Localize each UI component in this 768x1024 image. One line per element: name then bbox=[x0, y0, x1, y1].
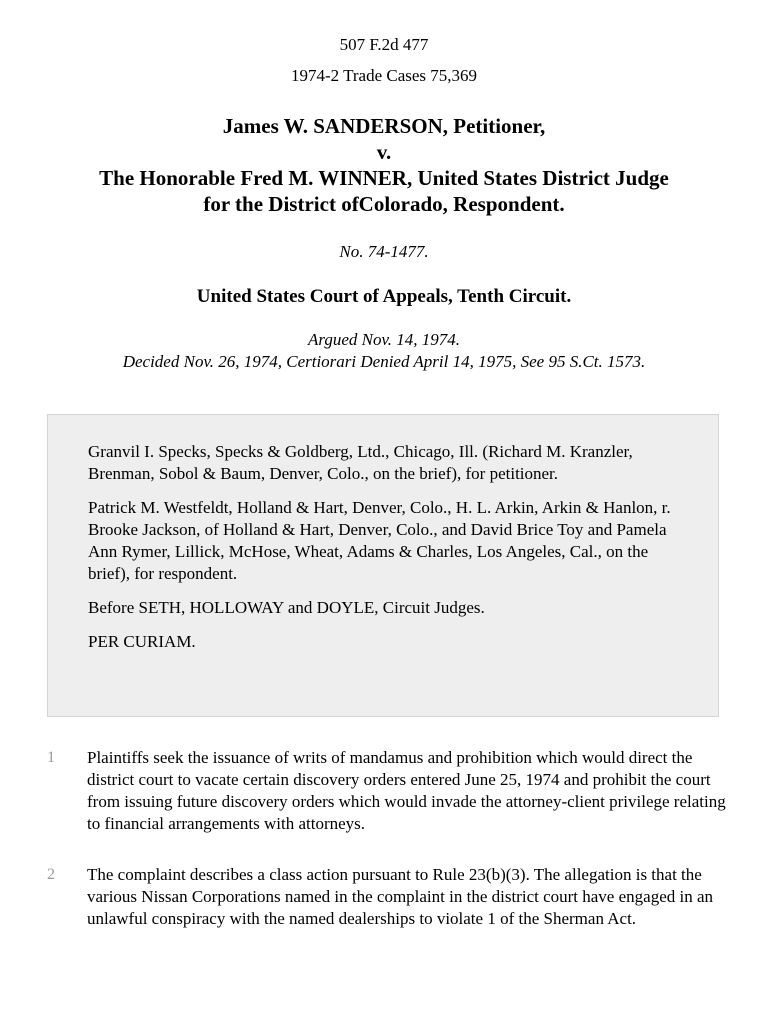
decided-date: Decided Nov. 26, 1974, Certiorari Denied April 14, 1975, See 95 S.Ct. 1573. bbox=[122, 352, 646, 371]
case-caption bbox=[0, 113, 768, 217]
reporter-citation: 507 F.2d 477 bbox=[339, 35, 429, 54]
per-curiam: PER CURIAM. bbox=[88, 632, 196, 651]
counsel-box bbox=[47, 414, 719, 717]
paragraph-text: Plaintiffs seek the issuance of writs of mandamus and prohibition which would direct the district court to vacate certain discovery orders entered June 25, 1974 and prohibit the court from issuing future discovery orders which would invade the attorney-client privilege relating to financial arrangements with attorneys. bbox=[87, 748, 726, 833]
court-name: United States Court of Appeals, Tenth Circuit. bbox=[196, 286, 572, 307]
trade-citation: 1974-2 Trade Cases 75,369 bbox=[290, 66, 478, 85]
argued-date: Argued Nov. 14, 1974. bbox=[307, 330, 461, 349]
petitioner-counsel: Granvil I. Specks, Specks & Goldberg, Ltd., Chicago, Ill. (Richard M. Kranzler, Brenman, Sobol & Baum, Denver, Colo., on the brief), for petitioner. bbox=[88, 442, 633, 483]
caption-respondent-line2: for the District ofColorado, Respondent. bbox=[203, 192, 565, 216]
case-dates bbox=[0, 329, 768, 373]
panel-judges: Before SETH, HOLLOWAY and DOYLE, Circuit Judges. bbox=[88, 598, 485, 617]
respondent-counsel: Patrick M. Westfeldt, Holland & Hart, Denver, Colo., H. L. Arkin, Arkin & Hanlon, r. Brooke Jackson, of Holland & Hart, Denver, Colo., and David Brice Toy and Pamela Ann Rymer, Lillick, McHose, Wheat, Adams & Charles, Los Angeles, Cal., on the brief), for respondent. bbox=[88, 498, 671, 583]
docket-number: No. 74-1477. bbox=[339, 242, 429, 261]
paragraph-text: The complaint describes a class action pursuant to Rule 23(b)(3). The allegation is that the various Nissan Corporations named in the complaint in the district court have engaged in an unlawful conspiracy with the named dealerships to violate 1 of the Sherman Act. bbox=[87, 865, 714, 928]
caption-petitioner: James W. SANDERSON, Petitioner, bbox=[222, 114, 546, 138]
caption-respondent-line1: The Honorable Fred M. WINNER, United States District Judge bbox=[99, 166, 669, 190]
paragraph-number: 2 bbox=[47, 866, 55, 883]
paragraph-number: 1 bbox=[47, 749, 55, 766]
caption-versus: v. bbox=[376, 140, 392, 164]
